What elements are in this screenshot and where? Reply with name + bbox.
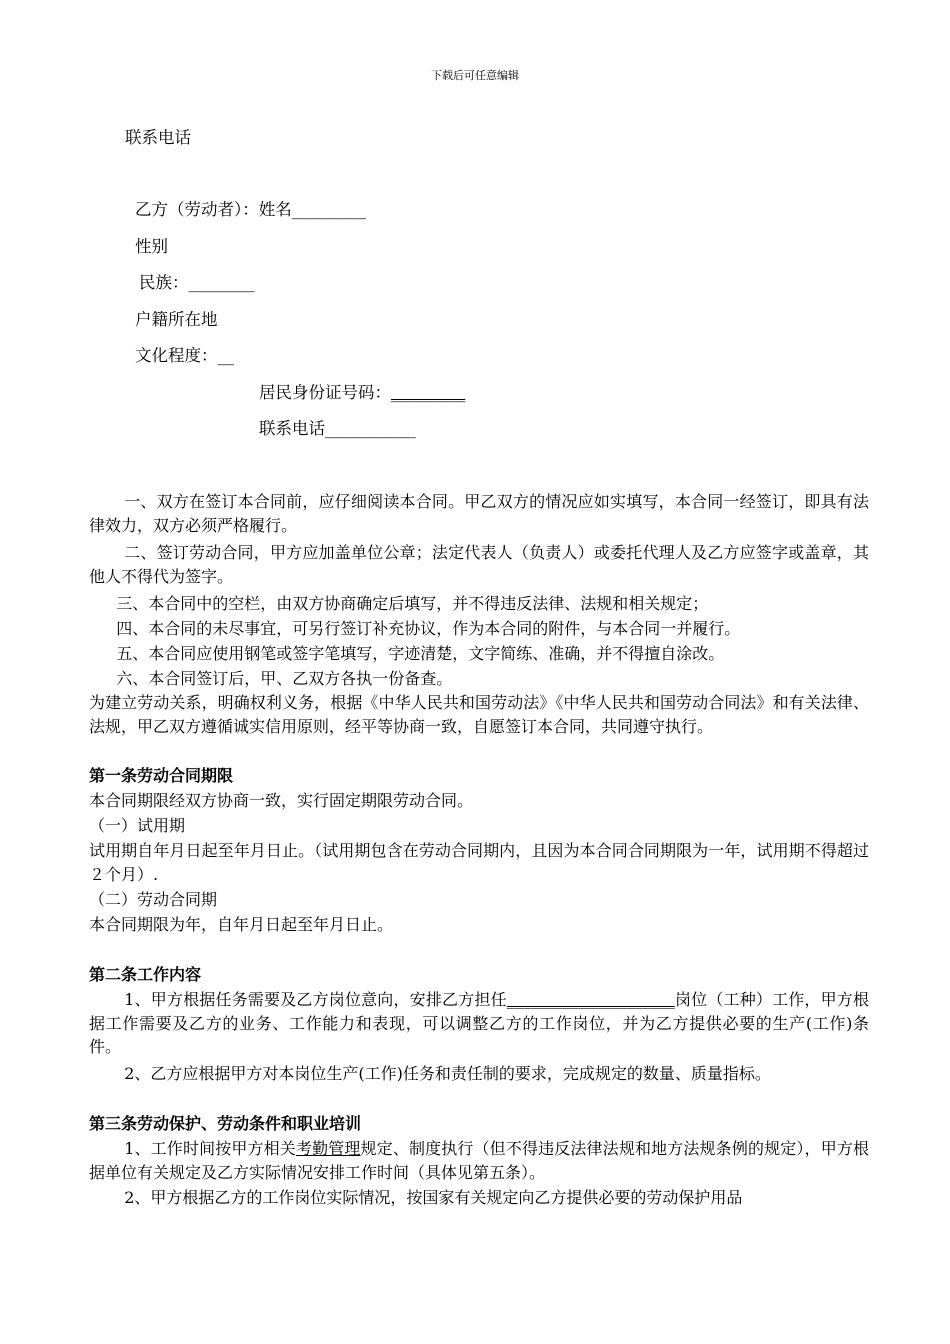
article-2-title: 第二条工作内容 (89, 965, 202, 984)
party-b-id-blank: _________ (391, 383, 466, 402)
article-2-para-2: 2、乙方应根据甲方对本岗位生产(工作)任务和责任制的要求，完成规定的数量、质量指标。 (124, 1064, 771, 1083)
party-b-id-line (259, 382, 465, 404)
party-b-id-label: 居民身份证号码： (259, 383, 391, 402)
article-3-para-1 (89, 1137, 869, 1184)
article-2-para-1-start: 1、甲方根据任务需要及乙方岗位意向，安排乙方担任 (124, 990, 507, 1009)
preamble: 为建立劳动关系，明确权利义务，根据《中华人民共和国劳动法》《中华人民共和国劳动合同法》和有关法律、法规，甲乙双方遵循诚实信用原则，经平等协商一致，自愿签订本合同，共同遵守执行。 (89, 693, 869, 736)
instruction-4: 四、本合同的未尽事宜，可另行签订补充协议，作为本合同的附件，与本合同一并履行。 (116, 619, 741, 638)
article-1-probation-text: 试用期自年月日起至年月日止。（试用期包含在劳动合同期内，且因为本合同合同期限为一年，试用期不得超过２个月）. (89, 841, 869, 884)
article-3-para-1-end: 规定、制度执行（但不得违反法律法规和地方法规条例的规定），甲方根据单位有关规定及乙方实际情况安排工作时间（具体见第五条）。 (89, 1139, 869, 1182)
page-header-note: 下载后可任意编辑 (431, 69, 519, 82)
instruction-5: 五、本合同应使用钢笔或签字笔填写，字迹清楚，文字简练、准确，并不得擅自涂改。 (116, 644, 725, 663)
attendance-management-link[interactable]: 考勤管理 (295, 1139, 361, 1158)
article-1-term-text: 本合同期限为年，自年月日起至年月日止。 (89, 915, 394, 934)
article-3-para-2: 2、甲方根据乙方的工作岗位实际情况，按国家有关规定向乙方提供必要的劳动保护用品 (124, 1188, 743, 1207)
party-b-residence: 户籍所在地 (135, 310, 218, 329)
party-b-ethnicity: 民族：________ (139, 273, 255, 292)
instruction-3: 三、本合同中的空栏，由双方协商确定后填写，并不得违反法律、法规和相关规定； (116, 594, 709, 613)
article-1-probation-heading: （一）试用期 (89, 816, 186, 835)
party-b-gender: 性别 (135, 237, 168, 256)
article-1-title: 第一条劳动合同期限 (89, 766, 234, 785)
instruction-2: 二、签订劳动合同，甲方应加盖单位公章；法定代表人（负责人）或委托代理人及乙方应签字或盖章，其他人不得代为签字。 (89, 543, 869, 586)
party-b-education: 文化程度：__ (135, 346, 234, 365)
party-a-phone-label: 联系电话 (125, 128, 191, 147)
article-3-title: 第三条劳动保护、劳动条件和职业培训 (89, 1114, 362, 1133)
instruction-1: 一、双方在签订本合同前，应仔细阅读本合同。甲乙双方的情况应如实填写，本合同一经签订，即具有法律效力，双方必须严格履行。 (89, 492, 869, 535)
party-b-phone: 联系电话___________ (259, 419, 416, 438)
article-2-para-1-end: 岗位（工种）工作，甲方根据工作需要及乙方的业务、工作能力和表现，可以调整乙方的工作岗位，并为乙方提供必要的生产(工作)条件。 (89, 990, 869, 1056)
article-1-term-heading: （二）劳动合同期 (89, 890, 218, 909)
article-3-para-1-start: 1、工作时间按甲方相关 (124, 1139, 296, 1158)
party-b-name-line: 乙方（劳动者）：姓名_________ (135, 200, 366, 219)
article-2-para-1 (89, 988, 869, 1059)
article-2-position-blank: _____________________ (506, 990, 675, 1009)
article-1-intro: 本合同期限经双方协商一致，实行固定期限劳动合同。 (89, 791, 474, 810)
instruction-6: 六、本合同签订后，甲、乙双方各执一份备查。 (116, 669, 453, 688)
